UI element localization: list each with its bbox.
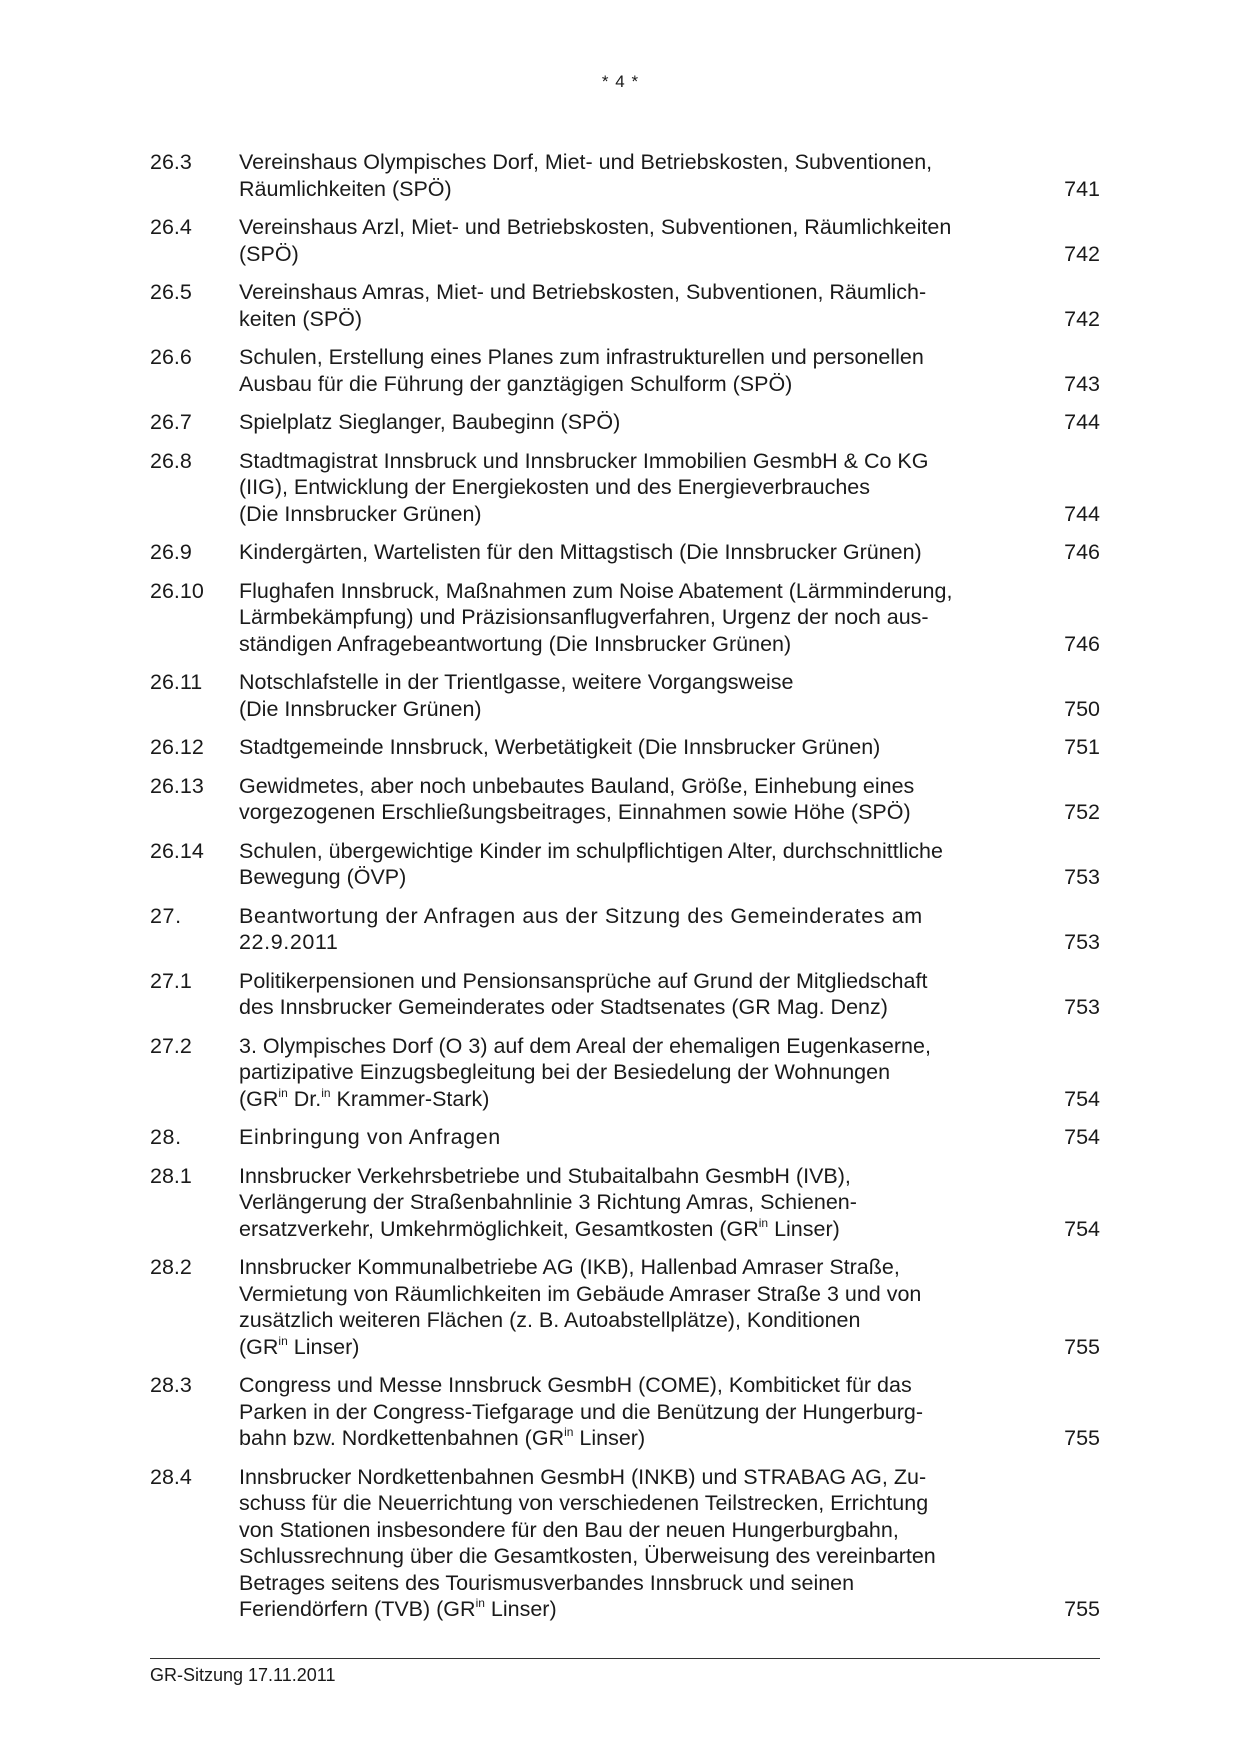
toc-entry-title-line bbox=[239, 1216, 1009, 1243]
toc-entry bbox=[150, 838, 1100, 891]
toc-entry-title-line: (Die Innsbrucker Grünen) bbox=[239, 696, 482, 721]
toc-entry-page: 753 bbox=[1064, 930, 1100, 954]
toc-entry-title-line: schuss für die Neuerrichtung von verschiedenen Teilstrecken, Errichtung bbox=[239, 1491, 929, 1515]
toc-entry-title bbox=[239, 1464, 1009, 1623]
toc-entry-number: 28.2 bbox=[150, 1255, 192, 1279]
toc-entry-title-line bbox=[239, 1086, 1009, 1113]
toc-entry-title-line: Innsbrucker Nordkettenbahnen GesmbH (INKB) und STRABAG AG, Zu- bbox=[239, 1464, 927, 1489]
toc-entry-page: 754 bbox=[1064, 1216, 1100, 1241]
toc-entry-title bbox=[239, 773, 1009, 826]
toc-entry-page: 742 bbox=[1064, 241, 1100, 266]
toc-entry-page: 746 bbox=[1064, 540, 1100, 564]
toc-entry-page: 752 bbox=[1064, 800, 1100, 824]
toc-entry-title-line: Kindergärten, Wartelisten für den Mittagstisch (Die Innsbrucker Grünen) bbox=[239, 540, 922, 564]
toc-entry-title-line: Vereinshaus Arzl, Miet- und Betriebskosten, Subventionen, Räumlichkeiten bbox=[239, 215, 952, 239]
toc-entry-title-line: keiten (SPÖ) bbox=[239, 306, 363, 331]
toc-entry-title-line: 3. Olympisches Dorf (O 3) auf dem Areal der ehemaligen Eugenkaserne, bbox=[239, 1033, 931, 1058]
toc-entry-title-line: Schlussrechnung über die Gesamtkosten, Überweisung des vereinbarten bbox=[239, 1544, 936, 1568]
superscript-text: in bbox=[564, 1425, 574, 1439]
toc-entry-title-line: Lärmbekämpfung) und Präzisionsanflugverfahren, Urgenz der noch aus- bbox=[239, 605, 929, 629]
toc-entry-title-line: zusätzlich weiteren Flächen (z. B. Autoabstellplätze), Konditionen bbox=[239, 1308, 861, 1332]
table-of-contents bbox=[150, 149, 1100, 1623]
toc-entry-title-line: Schulen, Erstellung eines Planes zum infrastrukturellen und personellen bbox=[239, 345, 924, 369]
toc-entry bbox=[150, 773, 1100, 826]
toc-entry-title-line: von Stationen insbesondere für den Bau der neuen Hungerburgbahn, bbox=[239, 1517, 899, 1542]
title-text-fragment: (GR bbox=[239, 1086, 279, 1111]
footer-divider bbox=[150, 1658, 1100, 1659]
toc-entry-title bbox=[239, 734, 1009, 761]
superscript-text: in bbox=[758, 1215, 769, 1230]
toc-entry-number: 26.14 bbox=[150, 838, 204, 863]
toc-entry-number: 28.3 bbox=[150, 1373, 192, 1397]
toc-entry-title-line: Verlängerung der Straßenbahnlinie 3 Richtung Amras, Schienen- bbox=[239, 1190, 857, 1214]
toc-entry-title bbox=[239, 578, 1009, 658]
toc-entry bbox=[150, 539, 1100, 566]
toc-entry-title-line bbox=[239, 1334, 1009, 1361]
toc-entry-title-line: des Innsbrucker Gemeinderates oder Stadtsenates (GR Mag. Denz) bbox=[239, 995, 888, 1019]
toc-entry-number: 28.4 bbox=[150, 1464, 192, 1489]
toc-entry-title-line: Innsbrucker Verkehrsbetriebe und Stubaitalbahn GesmbH (IVB), bbox=[239, 1163, 851, 1188]
toc-entry-page: 755 bbox=[1064, 1426, 1100, 1450]
toc-entry bbox=[150, 903, 1100, 956]
toc-entry-page: 753 bbox=[1064, 995, 1100, 1019]
toc-entry-page: 754 bbox=[1064, 1086, 1100, 1111]
toc-entry-page: 753 bbox=[1064, 865, 1100, 889]
superscript-text: in bbox=[278, 1085, 288, 1100]
toc-entry-number: 28.1 bbox=[150, 1163, 192, 1188]
toc-entry-title-line: Flughafen Innsbruck, Maßnahmen zum Noise Abatement (Lärmminderung, bbox=[239, 578, 953, 603]
toc-entry-number: 26.10 bbox=[150, 578, 204, 603]
toc-entry bbox=[150, 1163, 1100, 1243]
toc-entry-title bbox=[239, 1033, 1009, 1113]
toc-entry-title-line: Ausbau für die Führung der ganztägigen Schulform (SPÖ) bbox=[239, 371, 793, 396]
toc-entry-page: 741 bbox=[1064, 176, 1100, 201]
toc-entry-title-line: Politikerpensionen und Pensionsansprüche auf Grund der Mitgliedschaft bbox=[239, 968, 928, 993]
toc-entry-title bbox=[239, 149, 1009, 202]
title-text-fragment: Feriendörfern (TVB) (GR bbox=[239, 1597, 476, 1621]
toc-entry-title-line: Vereinshaus Amras, Miet- und Betriebskosten, Subventionen, Räumlich- bbox=[239, 280, 927, 304]
toc-entry bbox=[150, 578, 1100, 658]
toc-entry-number: 26.8 bbox=[150, 448, 192, 473]
toc-entry-page: 755 bbox=[1064, 1334, 1100, 1359]
toc-entry-number: 28. bbox=[150, 1125, 182, 1149]
toc-entry bbox=[150, 1254, 1100, 1360]
toc-entry-title-line: Spielplatz Sieglanger, Baubeginn (SPÖ) bbox=[239, 410, 621, 434]
toc-entry-title-line: (Die Innsbrucker Grünen) bbox=[239, 501, 482, 526]
toc-entry-title-line: partizipative Einzugsbegleitung bei der Besiedelung der Wohnungen bbox=[239, 1060, 891, 1084]
toc-entry-title-line: vorgezogenen Erschließungsbeitrages, Einnahmen sowie Höhe (SPÖ) bbox=[239, 800, 911, 824]
toc-entry-title-line: Vermietung von Räumlichkeiten im Gebäude Amraser Straße 3 und von bbox=[239, 1281, 922, 1306]
toc-entry-number: 26.7 bbox=[150, 410, 192, 434]
toc-entry-number: 27. bbox=[150, 903, 182, 928]
toc-entry bbox=[150, 344, 1100, 397]
toc-entry-number: 26.6 bbox=[150, 345, 192, 369]
toc-entry-title bbox=[239, 968, 1009, 1021]
toc-entry-page: 744 bbox=[1064, 501, 1100, 526]
toc-entry-title bbox=[239, 279, 1009, 332]
toc-entry bbox=[150, 1464, 1100, 1623]
toc-entry-number: 26.4 bbox=[150, 215, 192, 239]
superscript-text: in bbox=[475, 1596, 485, 1610]
toc-entry-page: 742 bbox=[1064, 306, 1100, 331]
toc-entry-page: 743 bbox=[1064, 371, 1100, 396]
toc-entry bbox=[150, 279, 1100, 332]
toc-entry-title bbox=[239, 838, 1009, 891]
toc-entry-title-line: ständigen Anfragebeantwortung (Die Innsbrucker Grünen) bbox=[239, 631, 792, 656]
toc-entry-title bbox=[239, 1163, 1009, 1243]
toc-entry-title bbox=[239, 448, 1009, 528]
toc-entry-title bbox=[239, 344, 1009, 397]
toc-entry-number: 26.5 bbox=[150, 280, 192, 304]
toc-entry bbox=[150, 448, 1100, 528]
toc-entry-title-line: 22.9.2011 bbox=[239, 930, 339, 954]
title-text-fragment: Linser) bbox=[287, 1334, 360, 1359]
toc-entry-title-line: Gewidmetes, aber noch unbebautes Bauland, Größe, Einhebung eines bbox=[239, 773, 915, 798]
toc-entry-title-line: Vereinshaus Olympisches Dorf, Miet- und Betriebskosten, Subventionen, bbox=[239, 150, 933, 174]
toc-entry-title-line: Stadtgemeinde Innsbruck, Werbetätigkeit (Die Innsbrucker Grünen) bbox=[239, 735, 881, 759]
toc-entry-title-line: Schulen, übergewichtige Kinder im schulpflichtigen Alter, durchschnittliche bbox=[239, 838, 943, 863]
toc-entry bbox=[150, 1372, 1100, 1452]
title-text-fragment: Linser) bbox=[768, 1216, 840, 1241]
toc-entry bbox=[150, 1033, 1100, 1113]
toc-entry bbox=[150, 214, 1100, 267]
toc-entry-title-line: Betrages seitens des Tourismusverbandes Innsbruck und seinen bbox=[239, 1570, 855, 1595]
toc-entry bbox=[150, 409, 1100, 436]
toc-entry-number: 27.1 bbox=[150, 968, 192, 993]
toc-entry-title-line: Parken in der Congress-Tiefgarage und die Benützung der Hungerburg- bbox=[239, 1399, 924, 1424]
title-text-fragment: (GR bbox=[239, 1334, 279, 1359]
title-text-fragment: Linser) bbox=[484, 1597, 557, 1621]
toc-entry-title bbox=[239, 903, 1009, 956]
toc-entry-title-line: Einbringung von Anfragen bbox=[239, 1125, 501, 1149]
toc-entry-page: 744 bbox=[1064, 410, 1100, 434]
toc-entry-title-line: Beantwortung der Anfragen aus der Sitzung des Gemeinderates am bbox=[239, 903, 923, 928]
toc-entry-title bbox=[239, 539, 1009, 566]
toc-entry-number: 26.13 bbox=[150, 773, 204, 798]
footer-session-label: GR-Sitzung 17.11.2011 bbox=[150, 1665, 336, 1685]
toc-entry-number: 26.12 bbox=[150, 735, 204, 759]
toc-entry-title-line: Räumlichkeiten (SPÖ) bbox=[239, 176, 452, 201]
toc-entry-title-line bbox=[239, 1596, 1009, 1623]
toc-entry-page: 755 bbox=[1064, 1597, 1100, 1621]
toc-entry-title-line: Notschlafstelle in der Trientlgasse, weitere Vorgangsweise bbox=[239, 670, 794, 694]
superscript-text: in bbox=[321, 1085, 331, 1100]
toc-entry-number: 27.2 bbox=[150, 1033, 192, 1058]
title-text-fragment: Krammer-Stark) bbox=[330, 1086, 490, 1111]
toc-entry-number: 26.9 bbox=[150, 540, 192, 564]
toc-entry-title bbox=[239, 669, 1009, 722]
toc-entry-title-line: (SPÖ) bbox=[239, 241, 299, 266]
toc-entry bbox=[150, 1124, 1100, 1151]
toc-entry-page: 750 bbox=[1064, 696, 1100, 721]
toc-entry-title bbox=[239, 409, 1009, 436]
title-text-fragment: ersatzverkehr, Umkehrmöglichkeit, Gesamtkosten (GR bbox=[239, 1216, 759, 1241]
toc-entry-page: 754 bbox=[1064, 1125, 1100, 1149]
toc-entry-title-line bbox=[239, 1425, 1009, 1452]
toc-entry bbox=[150, 968, 1100, 1021]
toc-entry-number: 26.11 bbox=[150, 670, 203, 694]
toc-entry-title-line: Innsbrucker Kommunalbetriebe AG (IKB), Hallenbad Amraser Straße, bbox=[239, 1255, 900, 1279]
toc-entry bbox=[150, 734, 1100, 761]
toc-entry-page: 746 bbox=[1064, 631, 1100, 656]
toc-entry-number: 26.3 bbox=[150, 150, 192, 174]
toc-entry-page: 751 bbox=[1064, 735, 1100, 759]
toc-entry-title-line: Bewegung (ÖVP) bbox=[239, 865, 407, 889]
toc-entry-title bbox=[239, 1254, 1009, 1360]
toc-entry-title-line: Congress und Messe Innsbruck GesmbH (COME), Kombiticket für das bbox=[239, 1373, 912, 1397]
toc-entry-title-line: Stadtmagistrat Innsbruck und Innsbrucker Immobilien GesmbH & Co KG bbox=[239, 448, 929, 473]
toc-entry-title bbox=[239, 1124, 1009, 1151]
toc-entry bbox=[150, 149, 1100, 202]
toc-entry bbox=[150, 669, 1100, 722]
title-text-fragment: bahn bzw. Nordkettenbahnen (GR bbox=[239, 1426, 565, 1450]
toc-entry-title bbox=[239, 1372, 1009, 1452]
toc-entry-title bbox=[239, 214, 1009, 267]
title-text-fragment: Dr. bbox=[287, 1086, 322, 1111]
superscript-text: in bbox=[278, 1333, 288, 1348]
title-text-fragment: Linser) bbox=[573, 1426, 646, 1450]
toc-entry-title-line: (IIG), Entwicklung der Energiekosten und des Energieverbrauches bbox=[239, 475, 871, 499]
page-number-marker: * 4 * bbox=[601, 72, 640, 91]
